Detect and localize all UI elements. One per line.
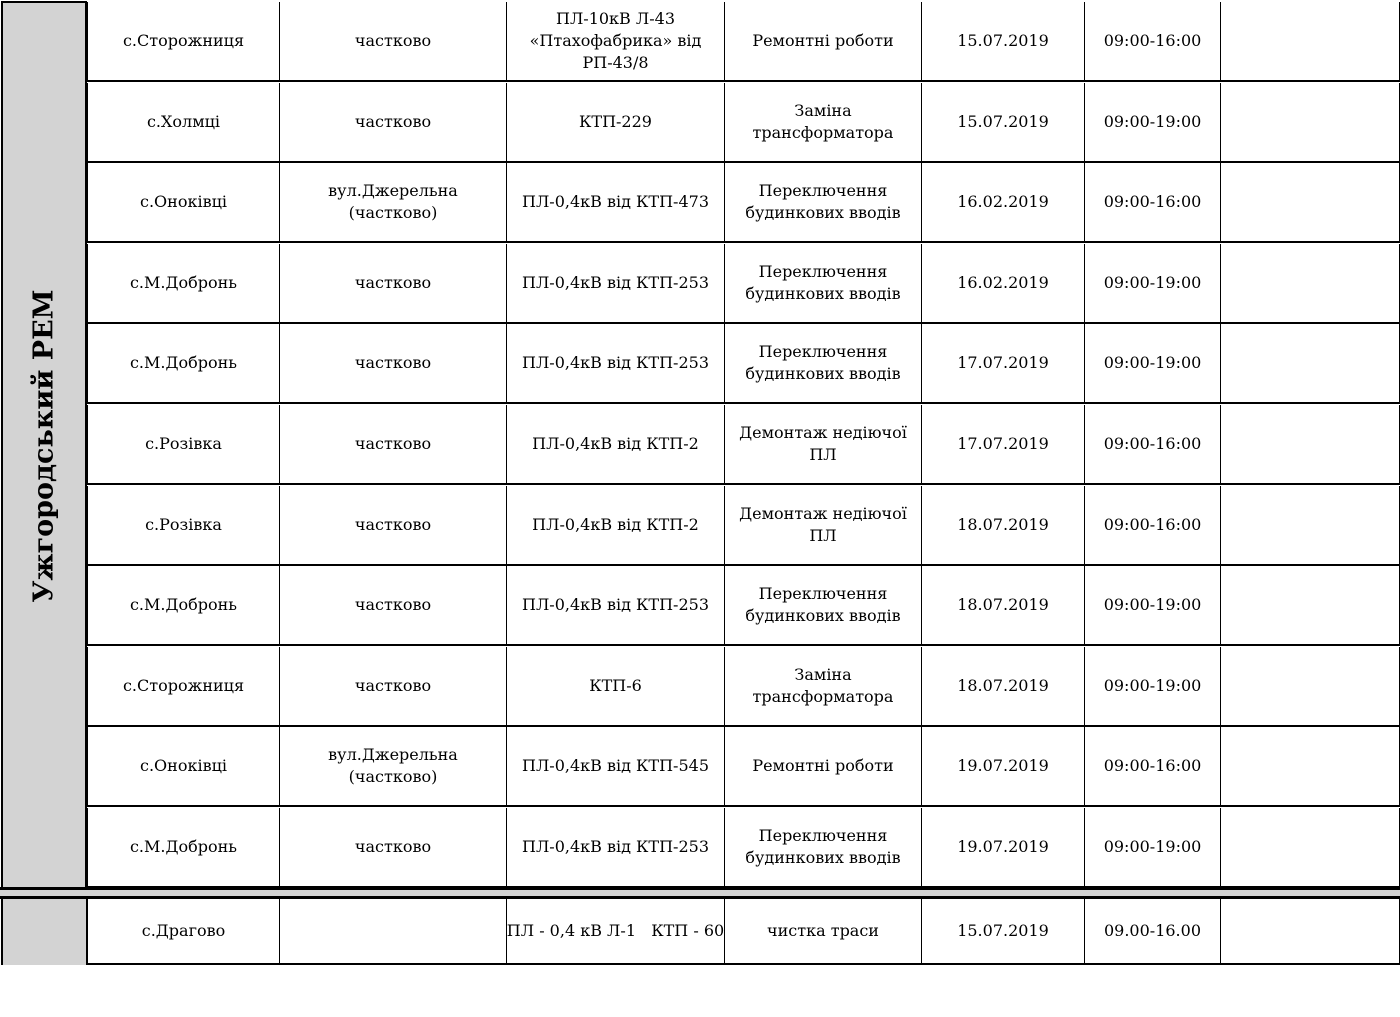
- work-cell: Переключення будинкових вводів: [725, 808, 922, 888]
- object-cell: ПЛ-0,4кВ від КТП-2: [507, 486, 725, 566]
- work-cell: Переключення будинкових вводів: [725, 244, 922, 324]
- object-cell: КТП-229: [507, 83, 725, 163]
- table-row: [86, 405, 1400, 485]
- settlement-cell: с.Розівка: [86, 405, 280, 485]
- settlement-cell: с.М.Добронь: [86, 324, 280, 404]
- settlement-cell: с.Оноківці: [86, 163, 280, 243]
- table-row: [86, 163, 1400, 243]
- object-cell: ПЛ-0,4кВ від КТП-545: [507, 727, 725, 807]
- time-cell: 09:00-19:00: [1085, 324, 1221, 404]
- street-cell: частково: [280, 647, 507, 727]
- object-cell: ПЛ - 0,4 кВ Л-1 КТП - 60: [507, 899, 725, 965]
- note-cell: [1221, 324, 1400, 404]
- object-cell: ПЛ-0,4кВ від КТП-2: [507, 405, 725, 485]
- settlement-cell: с.Холмці: [86, 83, 280, 163]
- time-cell: 09:00-16:00: [1085, 486, 1221, 566]
- date-cell: 17.07.2019: [922, 405, 1085, 485]
- date-cell: 19.07.2019: [922, 808, 1085, 888]
- street-cell: частково: [280, 244, 507, 324]
- region-cell: [1, 1, 87, 890]
- settlement-cell: с.М.Добронь: [86, 808, 280, 888]
- street-cell: частково: [280, 2, 507, 82]
- time-cell: 09:00-19:00: [1085, 647, 1221, 727]
- settlement-cell: с.Сторожниця: [86, 2, 280, 82]
- street-cell: вул.Джерельна (частково): [280, 727, 507, 807]
- note-cell: [1221, 2, 1400, 82]
- time-cell: 09:00-19:00: [1085, 566, 1221, 646]
- work-cell: Ремонтні роботи: [725, 2, 922, 82]
- street-cell: [280, 899, 507, 965]
- time-cell: 09:00-19:00: [1085, 244, 1221, 324]
- settlement-cell: с.Оноківці: [86, 727, 280, 807]
- date-cell: 15.07.2019: [922, 899, 1085, 965]
- object-cell: ПЛ-0,4кВ від КТП-253: [507, 324, 725, 404]
- street-cell: частково: [280, 566, 507, 646]
- date-cell: 17.07.2019: [922, 324, 1085, 404]
- note-cell: [1221, 899, 1400, 965]
- time-cell: 09:00-16:00: [1085, 405, 1221, 485]
- region-cell-next: [1, 899, 87, 965]
- work-cell: Переключення будинкових вводів: [725, 566, 922, 646]
- note-cell: [1221, 727, 1400, 807]
- object-cell: КТП-6: [507, 647, 725, 727]
- note-cell: [1221, 647, 1400, 727]
- table-row: [86, 899, 1400, 965]
- note-cell: [1221, 405, 1400, 485]
- time-cell: 09:00-19:00: [1085, 808, 1221, 888]
- region-label: Ужгородський РЕМ: [28, 288, 60, 603]
- settlement-cell: с.М.Добронь: [86, 244, 280, 324]
- note-cell: [1221, 244, 1400, 324]
- note-cell: [1221, 486, 1400, 566]
- table-row: [86, 2, 1400, 82]
- object-cell: ПЛ-0,4кВ від КТП-473: [507, 163, 725, 243]
- table-row: [86, 566, 1400, 646]
- date-cell: 19.07.2019: [922, 727, 1085, 807]
- work-cell: Заміна трансформатора: [725, 83, 922, 163]
- date-cell: 16.02.2019: [922, 163, 1085, 243]
- table-row: [86, 324, 1400, 404]
- work-cell: Переключення будинкових вводів: [725, 324, 922, 404]
- section-separator: [0, 887, 1400, 899]
- table-row: [86, 727, 1400, 807]
- date-cell: 18.07.2019: [922, 486, 1085, 566]
- street-cell: частково: [280, 808, 507, 888]
- time-cell: 09:00-19:00: [1085, 83, 1221, 163]
- work-cell: Заміна трансформатора: [725, 647, 922, 727]
- table-row: [86, 486, 1400, 566]
- time-cell: 09.00-16.00: [1085, 899, 1221, 965]
- object-cell: ПЛ-10кВ Л-43 «Птахофабрика» від РП-43/8: [507, 2, 725, 82]
- date-cell: 18.07.2019: [922, 566, 1085, 646]
- work-cell: Ремонтні роботи: [725, 727, 922, 807]
- time-cell: 09:00-16:00: [1085, 727, 1221, 807]
- street-cell: частково: [280, 486, 507, 566]
- note-cell: [1221, 808, 1400, 888]
- settlement-cell: с.Драгово: [86, 899, 280, 965]
- work-cell: Переключення будинкових вводів: [725, 163, 922, 243]
- note-cell: [1221, 163, 1400, 243]
- street-cell: вул.Джерельна (частково): [280, 163, 507, 243]
- date-cell: 15.07.2019: [922, 2, 1085, 82]
- note-cell: [1221, 566, 1400, 646]
- work-cell: Демонтаж недіючої ПЛ: [725, 486, 922, 566]
- table-row: [86, 808, 1400, 888]
- street-cell: частково: [280, 83, 507, 163]
- settlement-cell: с.Розівка: [86, 486, 280, 566]
- table-row: [86, 83, 1400, 163]
- date-cell: 15.07.2019: [922, 83, 1085, 163]
- object-cell: ПЛ-0,4кВ від КТП-253: [507, 808, 725, 888]
- object-cell: ПЛ-0,4кВ від КТП-253: [507, 244, 725, 324]
- date-cell: 18.07.2019: [922, 647, 1085, 727]
- table-row: [86, 244, 1400, 324]
- work-cell: чистка траси: [725, 899, 922, 965]
- street-cell: частково: [280, 324, 507, 404]
- settlement-cell: с.М.Добронь: [86, 566, 280, 646]
- settlement-cell: с.Сторожниця: [86, 647, 280, 727]
- note-cell: [1221, 83, 1400, 163]
- date-cell: 16.02.2019: [922, 244, 1085, 324]
- time-cell: 09:00-16:00: [1085, 163, 1221, 243]
- table-row: [86, 647, 1400, 727]
- work-cell: Демонтаж недіючої ПЛ: [725, 405, 922, 485]
- time-cell: 09:00-16:00: [1085, 2, 1221, 82]
- street-cell: частково: [280, 405, 507, 485]
- object-cell: ПЛ-0,4кВ від КТП-253: [507, 566, 725, 646]
